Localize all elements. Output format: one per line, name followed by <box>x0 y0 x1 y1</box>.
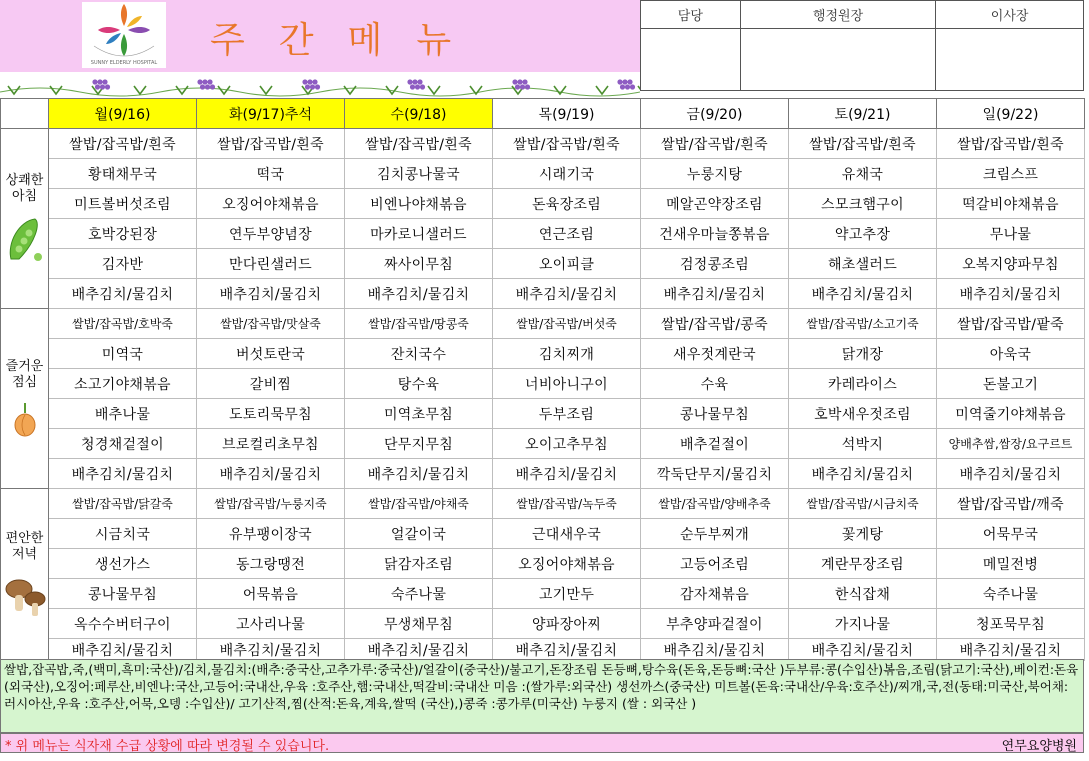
corner-cell <box>1 99 49 129</box>
menu-item: 옥수수버터구이 <box>49 609 197 639</box>
meal-label: 상쾌한 <box>5 172 44 188</box>
menu-item: 배추김치/물김치 <box>641 279 789 309</box>
menu-item: 수육 <box>641 369 789 399</box>
menu-item: 해초샐러드 <box>789 249 937 279</box>
menu-item: 호박새우젓조림 <box>789 399 937 429</box>
menu-item: 고기만두 <box>493 579 641 609</box>
menu-item: 탕수육 <box>345 369 493 399</box>
menu-item: 돈육장조림 <box>493 189 641 219</box>
menu-item: 브로컬리초무침 <box>197 429 345 459</box>
menu-item: 미역초무침 <box>345 399 493 429</box>
menu-item: 아욱국 <box>937 339 1085 369</box>
menu-item: 동그랑땡전 <box>197 549 345 579</box>
page-title: 주간메뉴 <box>210 20 486 61</box>
weekly-menu-table <box>0 98 1085 661</box>
menu-item: 쌀밥/잡곡밥/닭갈죽 <box>49 489 197 519</box>
menu-item: 가지나물 <box>789 609 937 639</box>
approval-label-manager: 담당 <box>641 1 741 29</box>
menu-item: 김자반 <box>49 249 197 279</box>
menu-item: 유부팽이장국 <box>197 519 345 549</box>
menu-item: 석박지 <box>789 429 937 459</box>
menu-item: 배추김치/물김치 <box>789 459 937 489</box>
menu-item: 건새우마늘쫑볶음 <box>641 219 789 249</box>
menu-item: 새우젓계란국 <box>641 339 789 369</box>
menu-row <box>1 189 1085 219</box>
menu-item: 배추김치/물김치 <box>789 279 937 309</box>
day-header: 화(9/17)추석 <box>197 99 345 129</box>
menu-item: 돈불고기 <box>937 369 1085 399</box>
menu-item: 쌀밥/잡곡밥/시금치죽 <box>789 489 937 519</box>
menu-item: 미트볼버섯조림 <box>49 189 197 219</box>
menu-item: 버섯토란국 <box>197 339 345 369</box>
menu-row <box>1 159 1085 189</box>
menu-item: 어묵무국 <box>937 519 1085 549</box>
menu-item: 배추김치/물김치 <box>345 279 493 309</box>
approval-label-chairman: 이사장 <box>936 1 1084 29</box>
menu-row <box>1 309 1085 339</box>
menu-item: 배추김치/물김치 <box>49 279 197 309</box>
meal-label: 편안한 <box>5 530 44 546</box>
menu-item: 잔치국수 <box>345 339 493 369</box>
menu-item: 배추김치/물김치 <box>49 459 197 489</box>
day-header: 목(9/19) <box>493 99 641 129</box>
menu-item: 쌀밥/잡곡밥/흰죽 <box>49 129 197 159</box>
menu-item: 한식잡채 <box>789 579 937 609</box>
menu-row <box>1 249 1085 279</box>
day-header: 금(9/20) <box>641 99 789 129</box>
menu-item: 오이피클 <box>493 249 641 279</box>
menu-item: 떡갈비야채볶음 <box>937 189 1085 219</box>
menu-item: 배추김치/물김치 <box>937 459 1085 489</box>
menu-item: 미역국 <box>49 339 197 369</box>
menu-item: 너비아니구이 <box>493 369 641 399</box>
menu-item: 쌀밥/잡곡밥/소고기죽 <box>789 309 937 339</box>
menu-item: 양배추쌈,쌈장/요구르트 <box>937 429 1085 459</box>
menu-item: 쌀밥/잡곡밥/깨죽 <box>937 489 1085 519</box>
menu-row <box>1 219 1085 249</box>
menu-item: 메알곤약장조림 <box>641 189 789 219</box>
menu-item: 닭감자조림 <box>345 549 493 579</box>
menu-item: 짜사이무침 <box>345 249 493 279</box>
menu-item: 배추김치/물김치 <box>197 459 345 489</box>
menu-row <box>1 639 1085 661</box>
menu-row <box>1 399 1085 429</box>
meal-label-cell <box>1 309 49 489</box>
header-banner <box>0 0 640 72</box>
menu-item: 깍둑단무지/물김치 <box>641 459 789 489</box>
menu-item: 배추나물 <box>49 399 197 429</box>
menu-item: 유채국 <box>789 159 937 189</box>
menu-item: 오이고추무침 <box>493 429 641 459</box>
menu-item: 호박강된장 <box>49 219 197 249</box>
menu-item: 갈비찜 <box>197 369 345 399</box>
change-notice: * 위 메뉴는 식자재 수급 상황에 따라 변경될 수 있습니다. <box>5 739 330 754</box>
menu-item: 계란무장조림 <box>789 549 937 579</box>
menu-item: 배추김치/물김치 <box>493 639 641 661</box>
menu-item: 꽃게탕 <box>789 519 937 549</box>
menu-item: 쌀밥/잡곡밥/흰죽 <box>641 129 789 159</box>
menu-item: 닭개장 <box>789 339 937 369</box>
menu-item: 스모크햄구이 <box>789 189 937 219</box>
menu-item: 쌀밥/잡곡밥/팥죽 <box>937 309 1085 339</box>
approval-table <box>640 0 1084 91</box>
menu-item: 배추김치/물김치 <box>493 459 641 489</box>
menu-row <box>1 429 1085 459</box>
day-header: 월(9/16) <box>49 99 197 129</box>
meal-label: 저녁 <box>11 546 38 562</box>
menu-item: 배추김치/물김치 <box>493 279 641 309</box>
menu-item: 쌀밥/잡곡밥/흰죽 <box>197 129 345 159</box>
menu-item: 쌀밥/잡곡밥/맛살죽 <box>197 309 345 339</box>
approval-sign-manager[interactable] <box>641 29 741 91</box>
day-header-row <box>1 99 1085 129</box>
menu-item: 쌀밥/잡곡밥/양배추죽 <box>641 489 789 519</box>
menu-item: 배추겉절이 <box>641 429 789 459</box>
hospital-logo <box>82 2 166 68</box>
menu-item: 오복지양파무침 <box>937 249 1085 279</box>
menu-item: 시래기국 <box>493 159 641 189</box>
menu-item: 배추김치/물김치 <box>345 639 493 661</box>
logo-caption: SUNNY ELDERLY HOSPITAL <box>90 60 158 66</box>
menu-item: 배추김치/물김치 <box>345 459 493 489</box>
menu-item: 비엔나야채볶음 <box>345 189 493 219</box>
grape-vine-decoration <box>0 72 640 100</box>
menu-item: 쌀밥/잡곡밥/흰죽 <box>493 129 641 159</box>
menu-item: 배추김치/물김치 <box>197 279 345 309</box>
menu-item: 쌀밥/잡곡밥/흰죽 <box>937 129 1085 159</box>
menu-item: 쌀밥/잡곡밥/흰죽 <box>789 129 937 159</box>
menu-item: 배추김치/물김치 <box>641 639 789 661</box>
menu-item: 소고기야채볶음 <box>49 369 197 399</box>
menu-item: 메밀전병 <box>937 549 1085 579</box>
menu-item: 미역줄기야채볶음 <box>937 399 1085 429</box>
menu-item: 오징어야채볶음 <box>493 549 641 579</box>
onion-icon <box>10 399 40 439</box>
flower-logo-icon <box>82 2 166 68</box>
menu-item: 크림스프 <box>937 159 1085 189</box>
menu-item: 쌀밥/잡곡밥/콩죽 <box>641 309 789 339</box>
menu-row <box>1 519 1085 549</box>
menu-item: 쌀밥/잡곡밥/흰죽 <box>345 129 493 159</box>
menu-item: 고등어조림 <box>641 549 789 579</box>
menu-item: 연근조림 <box>493 219 641 249</box>
menu-item: 청포묵무침 <box>937 609 1085 639</box>
menu-item: 근대새우국 <box>493 519 641 549</box>
meal-label-cell <box>1 129 49 309</box>
menu-item: 콩나물무침 <box>49 579 197 609</box>
menu-item: 양파장아찌 <box>493 609 641 639</box>
menu-row <box>1 339 1085 369</box>
menu-item: 두부조림 <box>493 399 641 429</box>
day-header: 토(9/21) <box>789 99 937 129</box>
menu-item: 콩나물무침 <box>641 399 789 429</box>
menu-item: 쌀밥/잡곡밥/누룽지죽 <box>197 489 345 519</box>
menu-item: 도토리묵무침 <box>197 399 345 429</box>
menu-item: 연두부양념장 <box>197 219 345 249</box>
menu-item: 마카로니샐러드 <box>345 219 493 249</box>
menu-item: 누룽지탕 <box>641 159 789 189</box>
menu-item: 숙주나물 <box>345 579 493 609</box>
menu-row <box>1 369 1085 399</box>
footer-bar <box>0 733 1084 753</box>
menu-item: 무생채무침 <box>345 609 493 639</box>
menu-row <box>1 549 1085 579</box>
menu-item: 배추김치/물김치 <box>197 639 345 661</box>
menu-item: 순두부찌개 <box>641 519 789 549</box>
hospital-name: 연무요양병원 <box>1001 739 1077 754</box>
menu-item: 약고추장 <box>789 219 937 249</box>
menu-item: 쌀밥/잡곡밥/버섯죽 <box>493 309 641 339</box>
menu-item: 검정콩조림 <box>641 249 789 279</box>
menu-item: 배추김치/물김치 <box>789 639 937 661</box>
menu-item: 어묵볶음 <box>197 579 345 609</box>
pea-pod-icon <box>5 213 45 265</box>
menu-item: 카레라이스 <box>789 369 937 399</box>
meal-label: 즐거운 <box>5 358 44 374</box>
day-header: 일(9/22) <box>937 99 1085 129</box>
menu-item: 숙주나물 <box>937 579 1085 609</box>
meal-label: 아침 <box>11 188 38 204</box>
approval-sign-chairman[interactable] <box>936 29 1084 91</box>
menu-row <box>1 489 1085 519</box>
menu-item: 생선가스 <box>49 549 197 579</box>
menu-item: 부추양파겉절이 <box>641 609 789 639</box>
meal-label-cell <box>1 489 49 661</box>
menu-row <box>1 279 1085 309</box>
menu-item: 황태채무국 <box>49 159 197 189</box>
menu-item: 만다린샐러드 <box>197 249 345 279</box>
menu-row <box>1 579 1085 609</box>
menu-item: 김치찌개 <box>493 339 641 369</box>
day-header: 수(9/18) <box>345 99 493 129</box>
menu-item: 단무지무침 <box>345 429 493 459</box>
menu-item: 시금치국 <box>49 519 197 549</box>
mushroom-icon <box>3 571 47 619</box>
menu-item: 오징어야채볶음 <box>197 189 345 219</box>
menu-item: 김치콩나물국 <box>345 159 493 189</box>
menu-item: 청경채겉절이 <box>49 429 197 459</box>
approval-sign-director[interactable] <box>740 29 936 91</box>
approval-label-director: 행정원장 <box>740 1 936 29</box>
menu-item: 배추김치/물김치 <box>937 279 1085 309</box>
menu-item: 얼갈이국 <box>345 519 493 549</box>
menu-item: 배추김치/물김치 <box>937 639 1085 661</box>
menu-item: 쌀밥/잡곡밥/야채죽 <box>345 489 493 519</box>
menu-row <box>1 609 1085 639</box>
menu-item: 고사리나물 <box>197 609 345 639</box>
menu-item: 떡국 <box>197 159 345 189</box>
menu-item: 감자채볶음 <box>641 579 789 609</box>
menu-item: 무나물 <box>937 219 1085 249</box>
menu-item: 쌀밥/잡곡밥/녹두죽 <box>493 489 641 519</box>
menu-item: 배추김치/물김치 <box>49 639 197 661</box>
ingredient-origin-note: 쌀밥,잡곡밥,죽,(백미,흑미:국산)/김치,물김치:(배추:중국산,고추가루:중국산)/얼갈이(중국산)/불고기,돈장조림 돈등뼈,탕수육(돈육,돈등뼈:국산 )두부류:콩(수입산)볶음,조림(닭고기:국산),베이컨:돈육(외국산),오징어:페루산,비엔나:국산,고등어:국내산,우육 :호주산,햄:국내산,떡갈비:국내산 미음 :(쌀가루:외국산) 생선까스(중국산) 미트볼(돈육:국내산/우육:호주산)/찌개,국,전(동태:미국산,북어채:러시아산,우육 :호주산,어묵,오뎅 :수입산)/ 고기산적,찜(산적:돈육,계육,쌀떡 (국산),)콩죽 :콩가루(미국산) 누룽지 (쌀 : 외국산 ) <box>0 659 1084 733</box>
meal-label: 점심 <box>11 374 38 390</box>
menu-item: 쌀밥/잡곡밥/호박죽 <box>49 309 197 339</box>
menu-row <box>1 129 1085 159</box>
menu-row <box>1 459 1085 489</box>
menu-item: 쌀밥/잡곡밥/땅콩죽 <box>345 309 493 339</box>
